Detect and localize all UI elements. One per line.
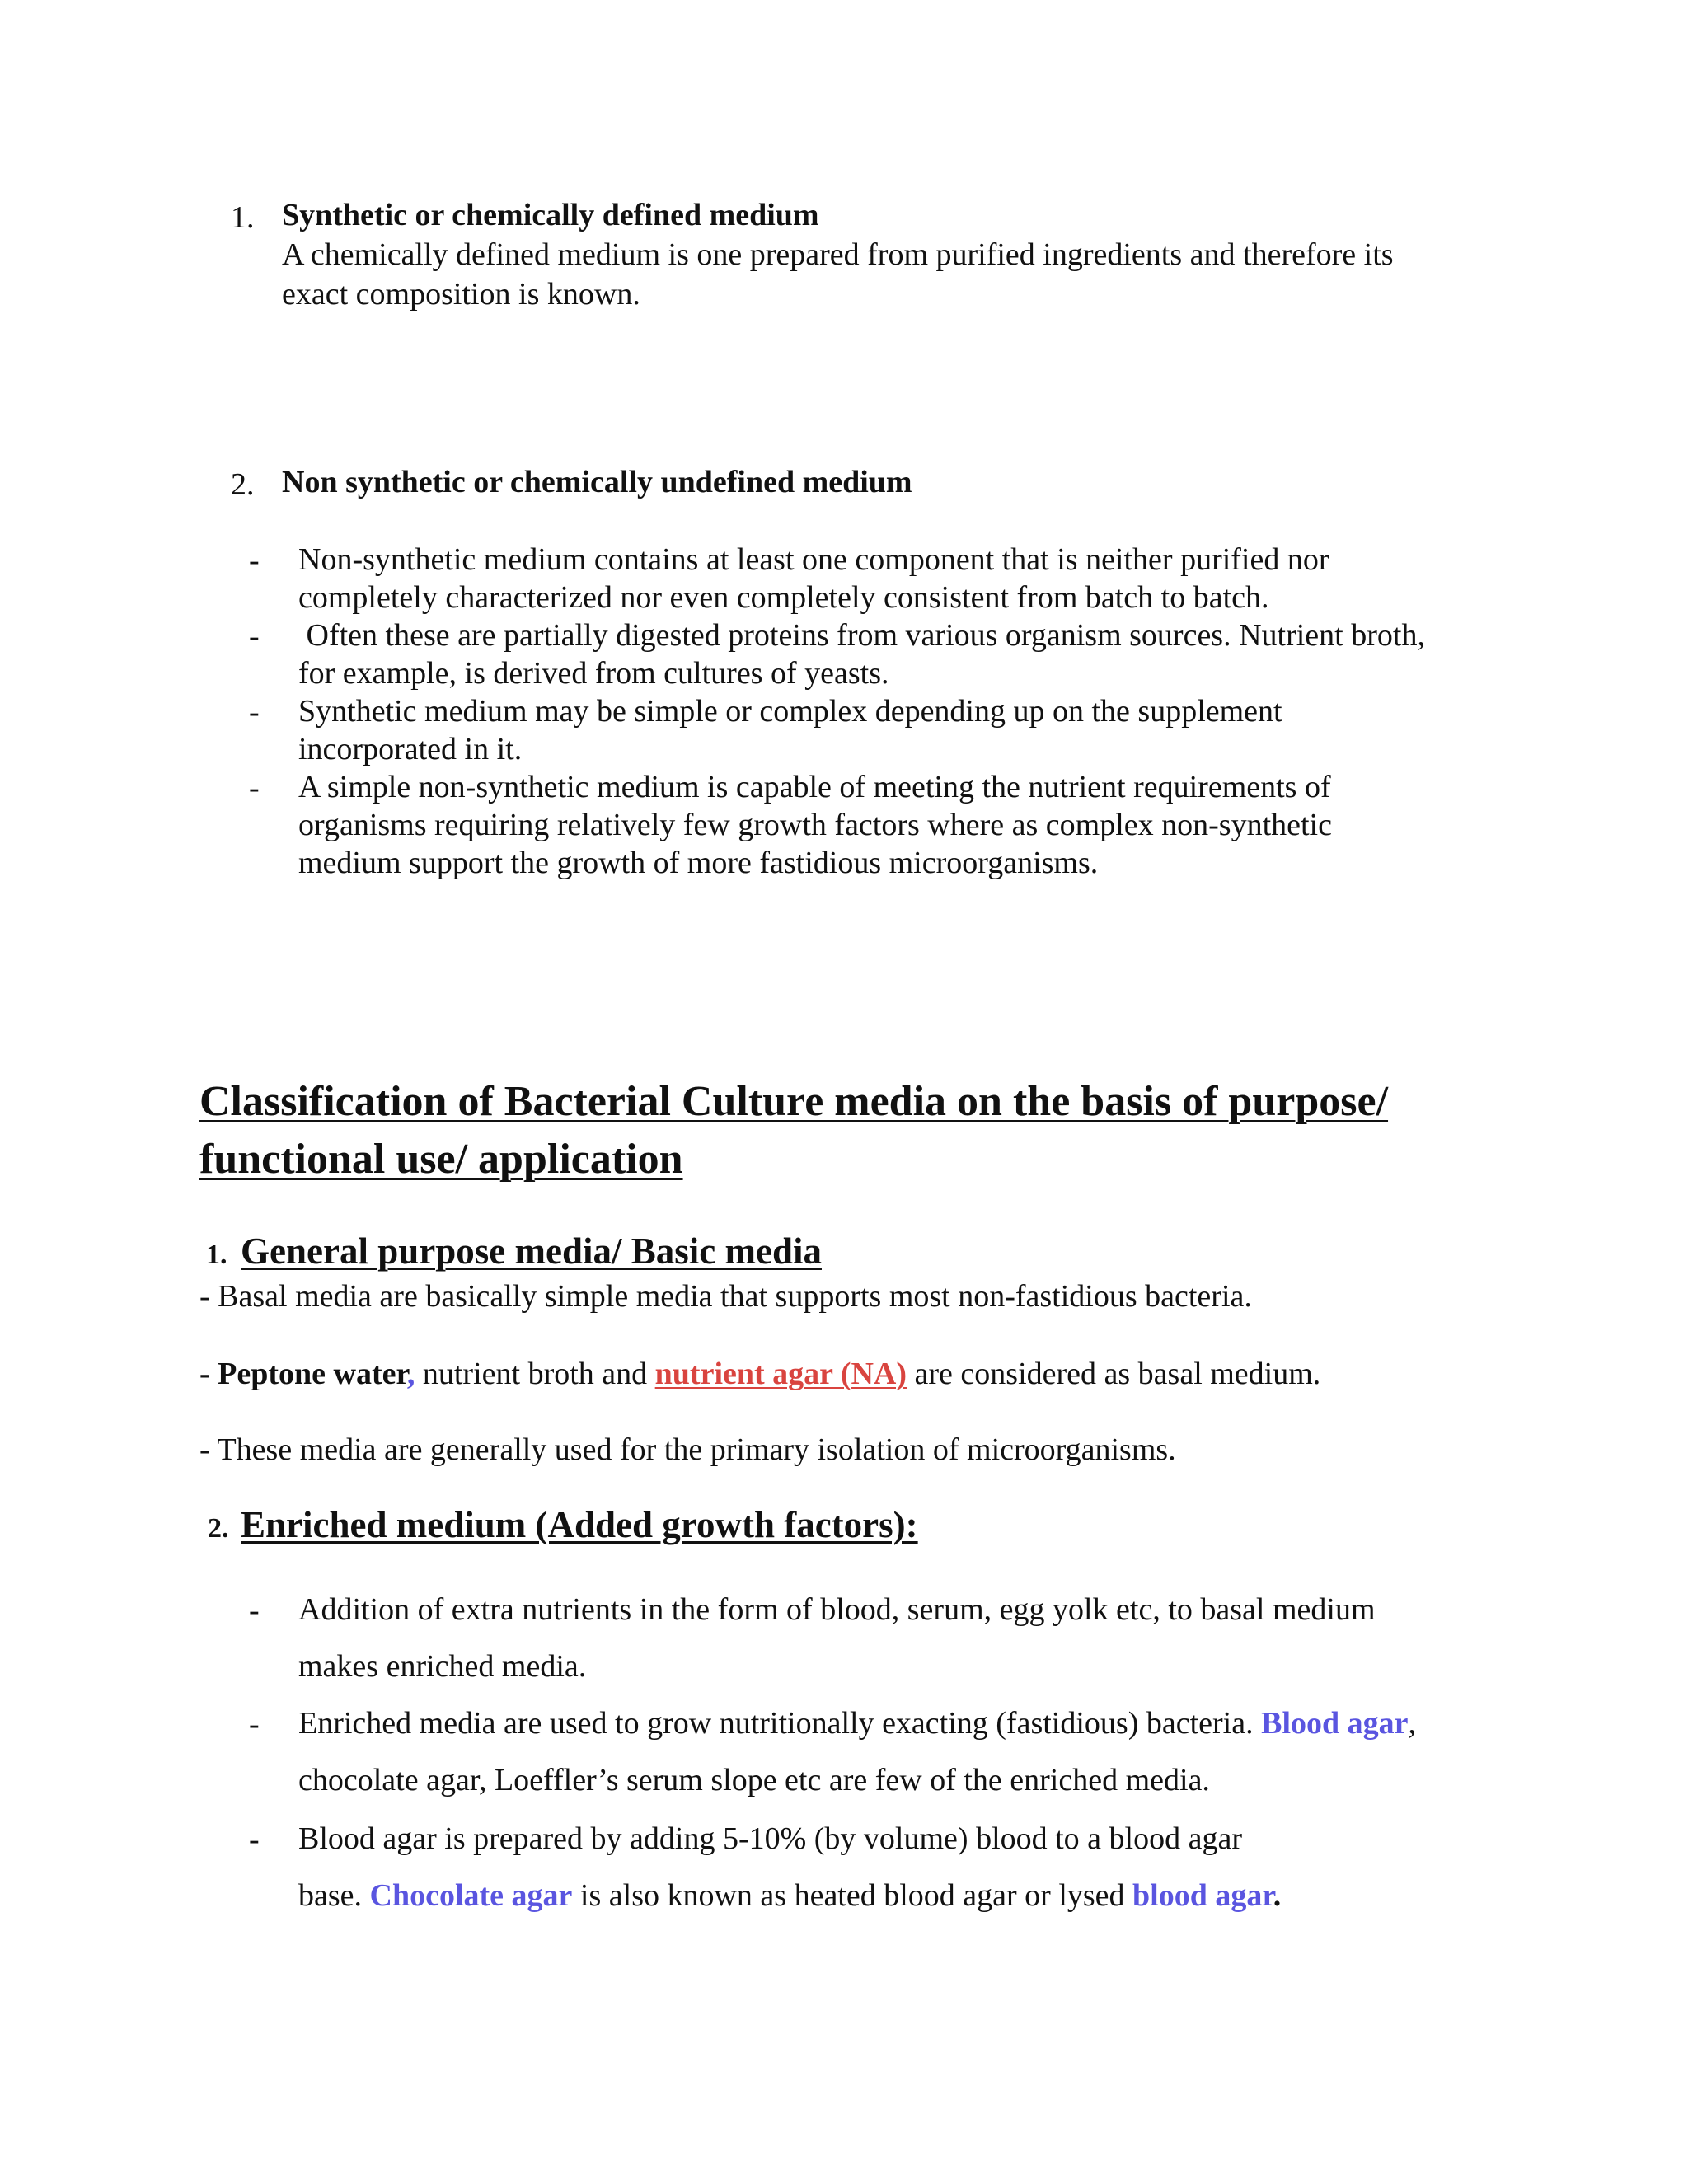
bullet-dash: - [249, 543, 260, 578]
enriched-b1-line2: makes enriched media. [298, 1649, 587, 1684]
enriched-number: 2. [208, 1513, 229, 1544]
enriched-b3-line2-mid: is also known as heated blood agar or lysed [572, 1878, 1133, 1913]
blood-agar-link[interactable]: Blood agar [1261, 1706, 1409, 1741]
blood-agar-link-2[interactable]: blood agar [1132, 1878, 1273, 1913]
section2-bullet2-line2: for example, is derived from cultures of yeasts. [298, 656, 889, 691]
bullet-dash: - [249, 619, 260, 654]
peptone-water-label: - Peptone water [199, 1357, 407, 1391]
general-line3: - These media are generally used for the primary isolation of microorganisms. [199, 1432, 1176, 1467]
section2-bullet3-line2: incorporated in it. [298, 732, 523, 766]
section2-bullet3-line1: Synthetic medium may be simple or complex depending up on the supplement [298, 694, 1282, 729]
classification-heading-line2: functional use/ application [199, 1136, 683, 1183]
section2-bullet2-line1: Often these are partially digested proteins from various organism sources. Nutrient broth, [298, 618, 1425, 653]
enriched-b1-line1: Addition of extra nutrients in the form of blood, serum, egg yolk etc, to basal medium [298, 1592, 1376, 1627]
section2-number: 2. [231, 467, 255, 502]
enriched-b3-line1: Blood agar is prepared by adding 5-10% (by volume) blood to a blood agar [298, 1821, 1242, 1856]
nutrient-agar-link[interactable]: nutrient agar (NA) [654, 1357, 907, 1391]
section1-number: 1. [231, 200, 255, 235]
bullet-dash: - [249, 771, 260, 805]
enriched-title: Enriched medium (Added growth factors): [241, 1504, 918, 1545]
general-line2-suffix: are considered as basal medium. [907, 1357, 1321, 1391]
enriched-b3-line2-suffix: . [1273, 1878, 1282, 1913]
bullet-dash: - [249, 1822, 260, 1857]
enriched-b2-line1-text: Enriched media are used to grow nutritionally exacting (fastidious) bacteria. [298, 1706, 1262, 1741]
enriched-b2-line1 [298, 1704, 1416, 1742]
general-line2-mid: nutrient broth and [415, 1357, 655, 1391]
bullet-dash: - [249, 1707, 260, 1741]
section1-text-line2: exact composition is known. [282, 277, 640, 312]
chocolate-agar-link[interactable]: Chocolate agar [369, 1878, 573, 1913]
general-number: 1. [206, 1240, 227, 1270]
section2-title: Non synthetic or chemically undefined medium [282, 465, 912, 499]
section2-bullet4-line3: medium support the growth of more fastidious microorganisms. [298, 846, 1099, 880]
enriched-b3-line2-prefix: base. [298, 1878, 370, 1913]
bullet-dash: - [249, 1593, 260, 1628]
general-title: General purpose media/ Basic media [241, 1230, 822, 1272]
enriched-b2-line1-suffix: , [1408, 1706, 1416, 1741]
comma-link[interactable]: , [406, 1357, 415, 1391]
general-line1: - Basal media are basically simple media that supports most non-fastidious bacteria. [199, 1279, 1252, 1314]
section1-title: Synthetic or chemically defined medium [282, 198, 819, 232]
general-line2 [199, 1355, 1320, 1393]
section2-bullet1-line1: Non-synthetic medium contains at least one component that is neither purified nor [298, 542, 1329, 577]
section1-text-line1: A chemically defined medium is one prepared from purified ingredients and therefore its [282, 237, 1394, 272]
bullet-dash: - [249, 695, 260, 729]
section2-bullet4-line1: A simple non-synthetic medium is capable of meeting the nutrient requirements of [298, 770, 1331, 804]
enriched-b3-line2 [298, 1877, 1281, 1915]
section2-bullet4-line2: organisms requiring relatively few growth factors where as complex non-synthetic [298, 808, 1332, 842]
classification-heading-line1: Classification of Bacterial Culture media on the basis of purpose/ [199, 1078, 1389, 1125]
section2-bullet1-line2: completely characterized nor even completely consistent from batch to batch. [298, 580, 1269, 615]
enriched-b2-line2: chocolate agar, Loeffler’s serum slope etc are few of the enriched media. [298, 1763, 1210, 1797]
